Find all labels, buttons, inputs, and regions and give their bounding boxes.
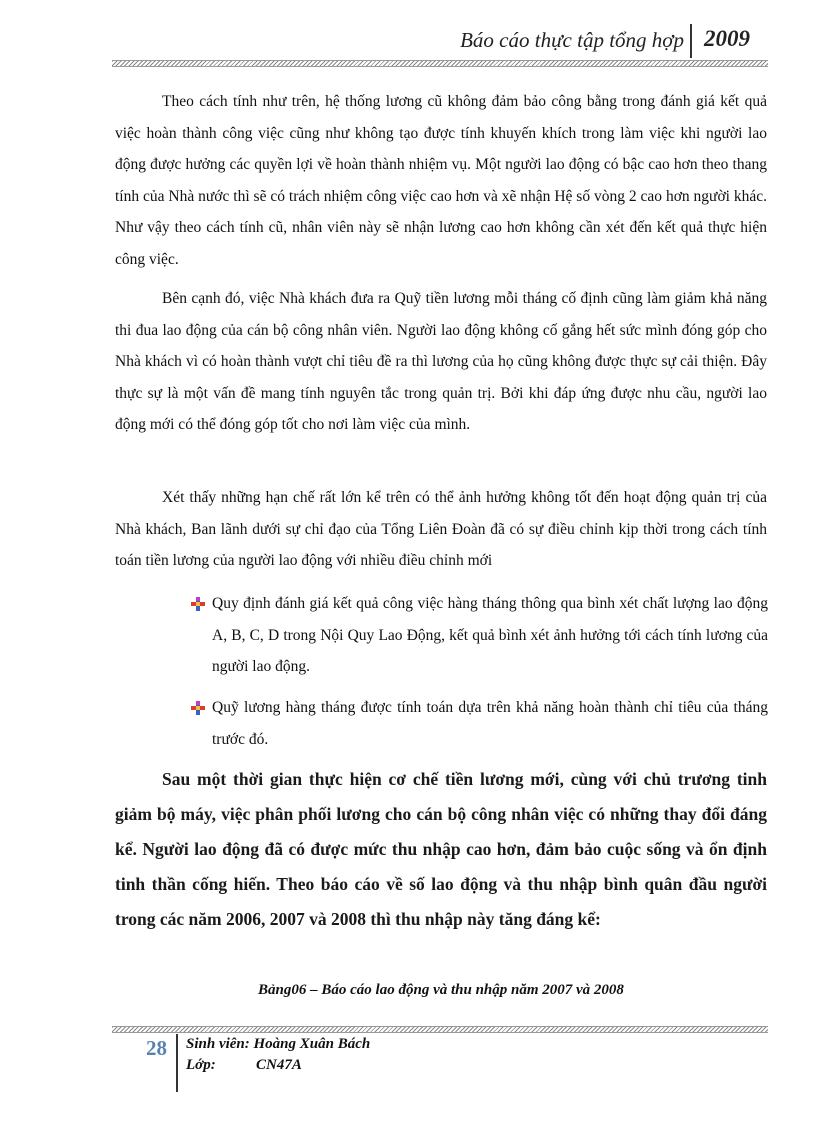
bullet-item xyxy=(188,692,768,755)
bullet-cross-icon xyxy=(190,700,206,716)
paragraph-adjustments: Xét thấy những hạn chế rất lớn kể trên có thể ảnh hưởng không tốt đến hoạt động quản trị của Nhà khách, Ban lãnh dưới sự chỉ đạo của Tổng Liên Đoàn đã có sự điều chỉnh kịp thời trong cách tính toán tiền lương của người lao động với nhiều điều chỉnh mới xyxy=(115,489,767,569)
footer-rule xyxy=(112,1026,768,1033)
header-separator xyxy=(690,24,692,58)
footer-separator xyxy=(176,1034,178,1092)
footer-student-name: Sinh viên: Hoàng Xuân Bách xyxy=(186,1036,371,1052)
header-year: 2009 xyxy=(704,26,750,51)
bullet-item xyxy=(188,588,768,683)
page-header xyxy=(112,22,752,58)
header-rule xyxy=(112,60,768,67)
paragraph-fixed-salary-fund: Bên cạnh đó, việc Nhà khách đưa ra Quỹ tiền lương mỗi tháng cố định cũng làm giảm khả năng thi đua lao động của cán bộ công nhân viên. Người lao động không cố gắng hết sức mình đóng góp cho Nhà khách vì có hoàn thành vượt chỉ tiêu đề ra thì lương của họ cũng không được thực sự cải thiện. Đây thực sự là một vấn đề mang tính nguyên tắc trong quản trị. Bởi khi đáp ứng được nhu cầu, người lao động mới có thể đóng góp tốt cho nơi làm việc của mình. xyxy=(115,290,767,433)
paragraph-old-salary-system: Theo cách tính như trên, hệ thống lương cũ không đảm bảo công bằng trong đánh giá kết quả việc hoàn thành công việc cũng như không tạo được tính khuyến khích trong làm việc khi người lao động được hưởng các quyền lợi về hoàn thành nhiệm vụ. Một người lao động có bậc cao hơn theo thang tính của Nhà nước thì sẽ có trách nhiệm công việc cao hơn và xẽ nhận Hệ số vòng 2 cao hơn người khác. Như vậy theo cách tính cũ, nhân viên này sẽ nhận lương cao hơn không cần xét đến kết quả thực hiện công việc. xyxy=(115,93,767,268)
footer-class-label: Lớp: xyxy=(186,1057,216,1073)
header-title: Báo cáo thực tập tổng hợp xyxy=(460,28,684,52)
footer-class xyxy=(186,1057,302,1074)
bullet-text: Quỹ lương hàng tháng được tính toán dựa trên khả năng hoàn thành chỉ tiêu của tháng trước đó. xyxy=(212,699,768,748)
page-number: 28 xyxy=(146,1036,167,1060)
paragraph-new-mechanism: Sau một thời gian thực hiện cơ chế tiền lương mới, cùng với chủ trương tinh giảm bộ máy, việc phân phối lương cho cán bộ công nhân việc có những thay đổi đáng kể. Người lao động đã có được mức thu nhập cao hơn, đảm bảo cuộc sống và ổn định tinh thần cống hiến. Theo báo cáo về số lao động và thu nhập bình quân đầu người trong các năm 2006, 2007 và 2008 thì thu nhập này tăng đáng kể: xyxy=(115,769,767,929)
table-caption: Bảng06 – Báo cáo lao động và thu nhập năm 2007 và 2008 xyxy=(258,982,624,998)
bullet-cross-icon xyxy=(190,596,206,612)
footer-class-value: CN47A xyxy=(256,1057,302,1073)
bullet-text: Quy định đánh giá kết quả công việc hàng tháng thông qua bình xét chất lượng lao động A, B, C, D trong Nội Quy Lao Động, kết quả bình xét ảnh hưởng tới cách tính lương của người lao động. xyxy=(212,595,768,675)
